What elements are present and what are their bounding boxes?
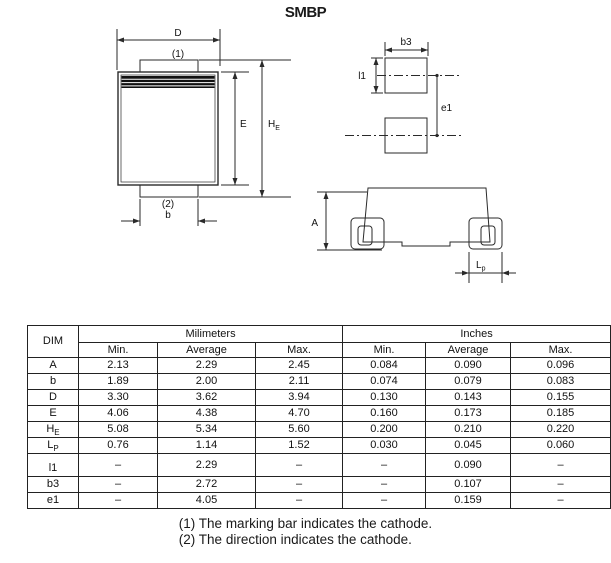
package-side-view (311, 188, 516, 283)
dim-value: 0.220 (511, 422, 611, 438)
dim-value: 0.083 (511, 374, 611, 390)
table-row (28, 438, 611, 454)
package-top-view (117, 28, 291, 226)
dim-label-b: b (165, 210, 171, 221)
table-subheader-in-average: Average (426, 343, 511, 358)
dim-value: – (79, 454, 158, 477)
dim-value: 0.030 (343, 438, 426, 454)
table-subheader-mm-min: Min. (79, 343, 158, 358)
package-body (118, 72, 218, 185)
table-subheader-mm-max: Max. (256, 343, 343, 358)
dim-label-he: $H_E$ (268, 119, 280, 132)
dim-value: – (343, 454, 426, 477)
dim-value: 2.11 (256, 374, 343, 390)
dim-value: 0.210 (426, 422, 511, 438)
dim-value: – (256, 454, 343, 477)
dim-value: 2.45 (256, 358, 343, 374)
dim-label-d: D (174, 28, 182, 39)
dim-label: A (28, 358, 79, 374)
dim-label: b3 (28, 477, 79, 493)
dim-value: 0.107 (426, 477, 511, 493)
table-header-milimeters: Milimeters (79, 326, 343, 343)
dim-value: 0.160 (343, 406, 426, 422)
table-header-inches: Inches (343, 326, 611, 343)
dim-value: 4.06 (79, 406, 158, 422)
dim-value: – (256, 477, 343, 493)
notes (0, 516, 611, 549)
note-2: (2) The direction indicates the cathode. (178, 532, 412, 547)
dim-value: 1.89 (79, 374, 158, 390)
dim-label-b3: b3 (400, 37, 412, 48)
top-terminal (140, 60, 198, 72)
dim-value: 0.045 (426, 438, 511, 454)
land-pattern-view (345, 37, 462, 153)
dim-value: – (79, 493, 158, 509)
dim-value: 4.38 (158, 406, 256, 422)
dim-value: 0.060 (511, 438, 611, 454)
dim-value: 4.70 (256, 406, 343, 422)
dim-value: 3.62 (158, 390, 256, 406)
dim-label-e: E (240, 119, 247, 130)
dim-value: 3.30 (79, 390, 158, 406)
dim-label-l1: l1 (358, 71, 366, 82)
dim-value: 0.173 (426, 406, 511, 422)
page-title: SMBP (284, 4, 327, 21)
table-row (28, 477, 611, 493)
dim-label: b (28, 374, 79, 390)
dim-value: 0.079 (426, 374, 511, 390)
dim-value: 0.090 (426, 454, 511, 477)
dim-value: 1.14 (158, 438, 256, 454)
table-subheader-mm-average: Average (158, 343, 256, 358)
dim-value: 0.074 (343, 374, 426, 390)
dim-table-body (28, 358, 611, 509)
table-row (28, 390, 611, 406)
dim-value: 2.00 (158, 374, 256, 390)
dim-value: 0.084 (343, 358, 426, 374)
dim-label: E (28, 406, 79, 422)
side-body (363, 188, 490, 246)
ref-label-2: (2) (161, 199, 175, 210)
note-1: (1) The marking bar indicates the cathode. (178, 516, 433, 531)
dim-label: e1 (28, 493, 79, 509)
dim-label: l1 (28, 454, 79, 477)
dim-value: 4.05 (158, 493, 256, 509)
dim-value: – (511, 493, 611, 509)
dim-value: 2.29 (158, 454, 256, 477)
dim-value: 2.29 (158, 358, 256, 374)
dim-label-lp: $L_p$ (476, 260, 486, 273)
dim-value: 0.143 (426, 390, 511, 406)
right-lead (469, 218, 502, 249)
table-row (28, 358, 611, 374)
dim-label: $L_P$ (28, 438, 79, 454)
table-row (28, 454, 611, 477)
ref-label-1: (1) (171, 49, 185, 60)
bottom-terminal (140, 185, 198, 197)
dim-label-e1: e1 (441, 103, 453, 114)
dim-value: – (256, 493, 343, 509)
dim-value: – (343, 493, 426, 509)
table-header-dim: DIM (28, 326, 79, 358)
dim-value: 0.096 (511, 358, 611, 374)
dim-value: 5.34 (158, 422, 256, 438)
dim-label: $H_E$ (28, 422, 79, 438)
dim-value: 5.08 (79, 422, 158, 438)
table-subheader-in-min: Min. (343, 343, 426, 358)
dim-value: 0.090 (426, 358, 511, 374)
dim-value: 0.155 (511, 390, 611, 406)
table-row (28, 493, 611, 509)
dim-value: 0.185 (511, 406, 611, 422)
left-lead (351, 218, 384, 249)
dim-value: – (511, 477, 611, 493)
table-subheader-in-max: Max. (511, 343, 611, 358)
table-row (28, 374, 611, 390)
dim-value: 0.200 (343, 422, 426, 438)
dim-value: 3.94 (256, 390, 343, 406)
dim-value: – (343, 477, 426, 493)
dim-value: 0.159 (426, 493, 511, 509)
table-row (28, 422, 611, 438)
dim-value: 2.72 (158, 477, 256, 493)
dim-label: D (28, 390, 79, 406)
table-row (28, 406, 611, 422)
dim-value: 0.130 (343, 390, 426, 406)
dim-value: – (79, 477, 158, 493)
dim-value: – (511, 454, 611, 477)
dim-value: 0.76 (79, 438, 158, 454)
dim-value: 2.13 (79, 358, 158, 374)
dimension-table (27, 325, 611, 509)
dim-value: 1.52 (256, 438, 343, 454)
dim-label-a: A (311, 218, 318, 229)
dim-value: 5.60 (256, 422, 343, 438)
